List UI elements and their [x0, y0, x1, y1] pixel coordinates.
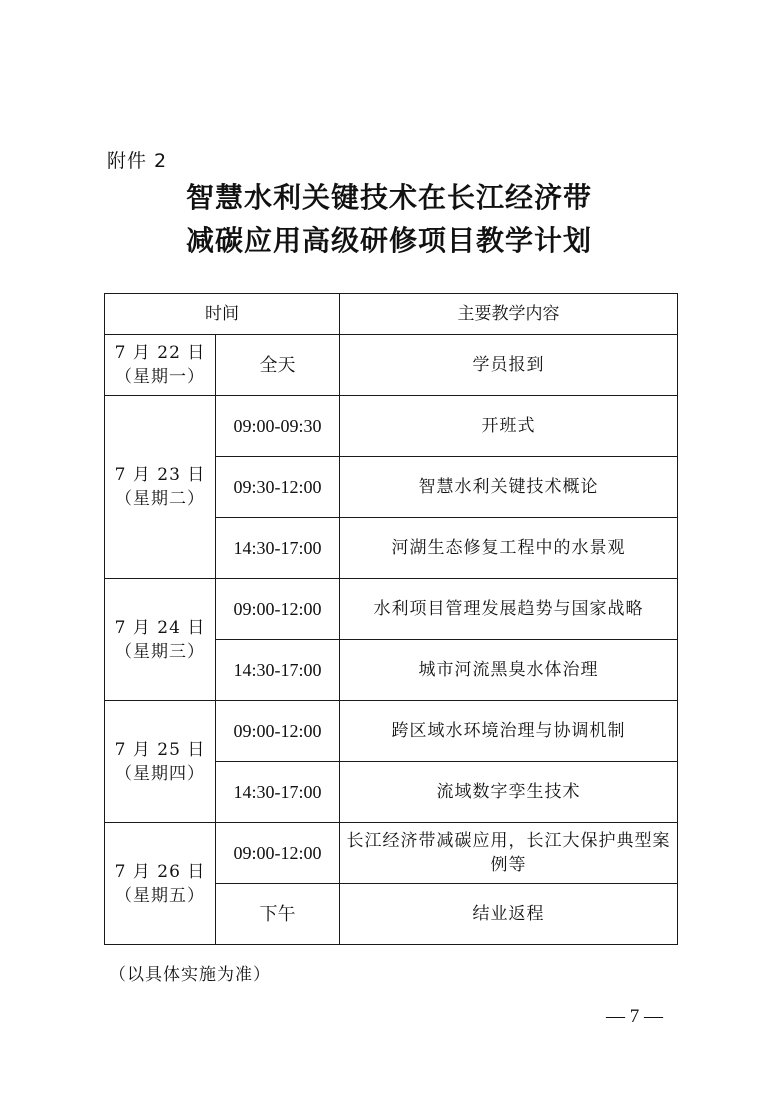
table-row	[105, 823, 678, 884]
content-cell: 智慧水利关键技术概论	[340, 457, 678, 518]
content-cell: 跨区域水环境治理与协调机制	[340, 701, 678, 762]
content-cell: 结业返程	[340, 884, 678, 945]
attachment-label: 附件 2	[107, 150, 168, 172]
time-cell: 09:00-09:30	[216, 396, 340, 457]
date-cell	[105, 701, 216, 823]
table-header-row	[105, 294, 678, 335]
date-cell	[105, 579, 216, 701]
date-cell	[105, 823, 216, 945]
time-cell: 09:30-12:00	[216, 457, 340, 518]
weekday-text: （星期四）	[115, 763, 205, 784]
content-cell: 开班式	[340, 396, 678, 457]
implementation-note: （以具体实施为准）	[109, 965, 271, 985]
date-text: 7 月 22 日	[114, 343, 206, 363]
time-cell: 下午	[216, 884, 340, 945]
time-cell: 14:30-17:00	[216, 762, 340, 823]
date-cell	[105, 335, 216, 396]
table-row	[105, 701, 678, 762]
teaching-schedule-table	[104, 293, 678, 945]
table-row	[105, 335, 678, 396]
table-row	[105, 579, 678, 640]
content-cell: 河湖生态修复工程中的水景观	[340, 518, 678, 579]
weekday-text: （星期一）	[115, 367, 205, 387]
document-title-line-2: 减碳应用高级研修项目教学计划	[185, 224, 592, 257]
date-cell	[105, 396, 216, 579]
date-text: 7 月 23 日	[114, 465, 206, 485]
header-content: 主要教学内容	[340, 294, 678, 335]
document-title-line-1: 智慧水利关键技术在长江经济带	[185, 181, 592, 214]
date-text: 7 月 25 日	[114, 739, 206, 760]
time-cell: 09:00-12:00	[216, 579, 340, 640]
time-cell: 全天	[216, 335, 340, 396]
weekday-text: （星期五）	[115, 885, 205, 906]
weekday-text: （星期三）	[115, 641, 205, 662]
content-cell: 长江经济带减碳应用，长江大保护典型案例等	[340, 823, 678, 884]
date-text: 7 月 26 日	[114, 861, 206, 882]
content-cell: 流域数字孪生技术	[340, 762, 678, 823]
page-number: — 7 —	[606, 1006, 663, 1027]
time-cell: 14:30-17:00	[216, 640, 340, 701]
table-row	[105, 396, 678, 457]
header-time: 时间	[105, 294, 340, 335]
content-cell: 水利项目管理发展趋势与国家战略	[340, 579, 678, 640]
weekday-text: （星期二）	[115, 489, 205, 509]
time-cell: 09:00-12:00	[216, 701, 340, 762]
content-cell: 城市河流黑臭水体治理	[340, 640, 678, 701]
time-cell: 09:00-12:00	[216, 823, 340, 884]
time-cell: 14:30-17:00	[216, 518, 340, 579]
content-cell: 学员报到	[340, 335, 678, 396]
date-text: 7 月 24 日	[114, 617, 206, 638]
